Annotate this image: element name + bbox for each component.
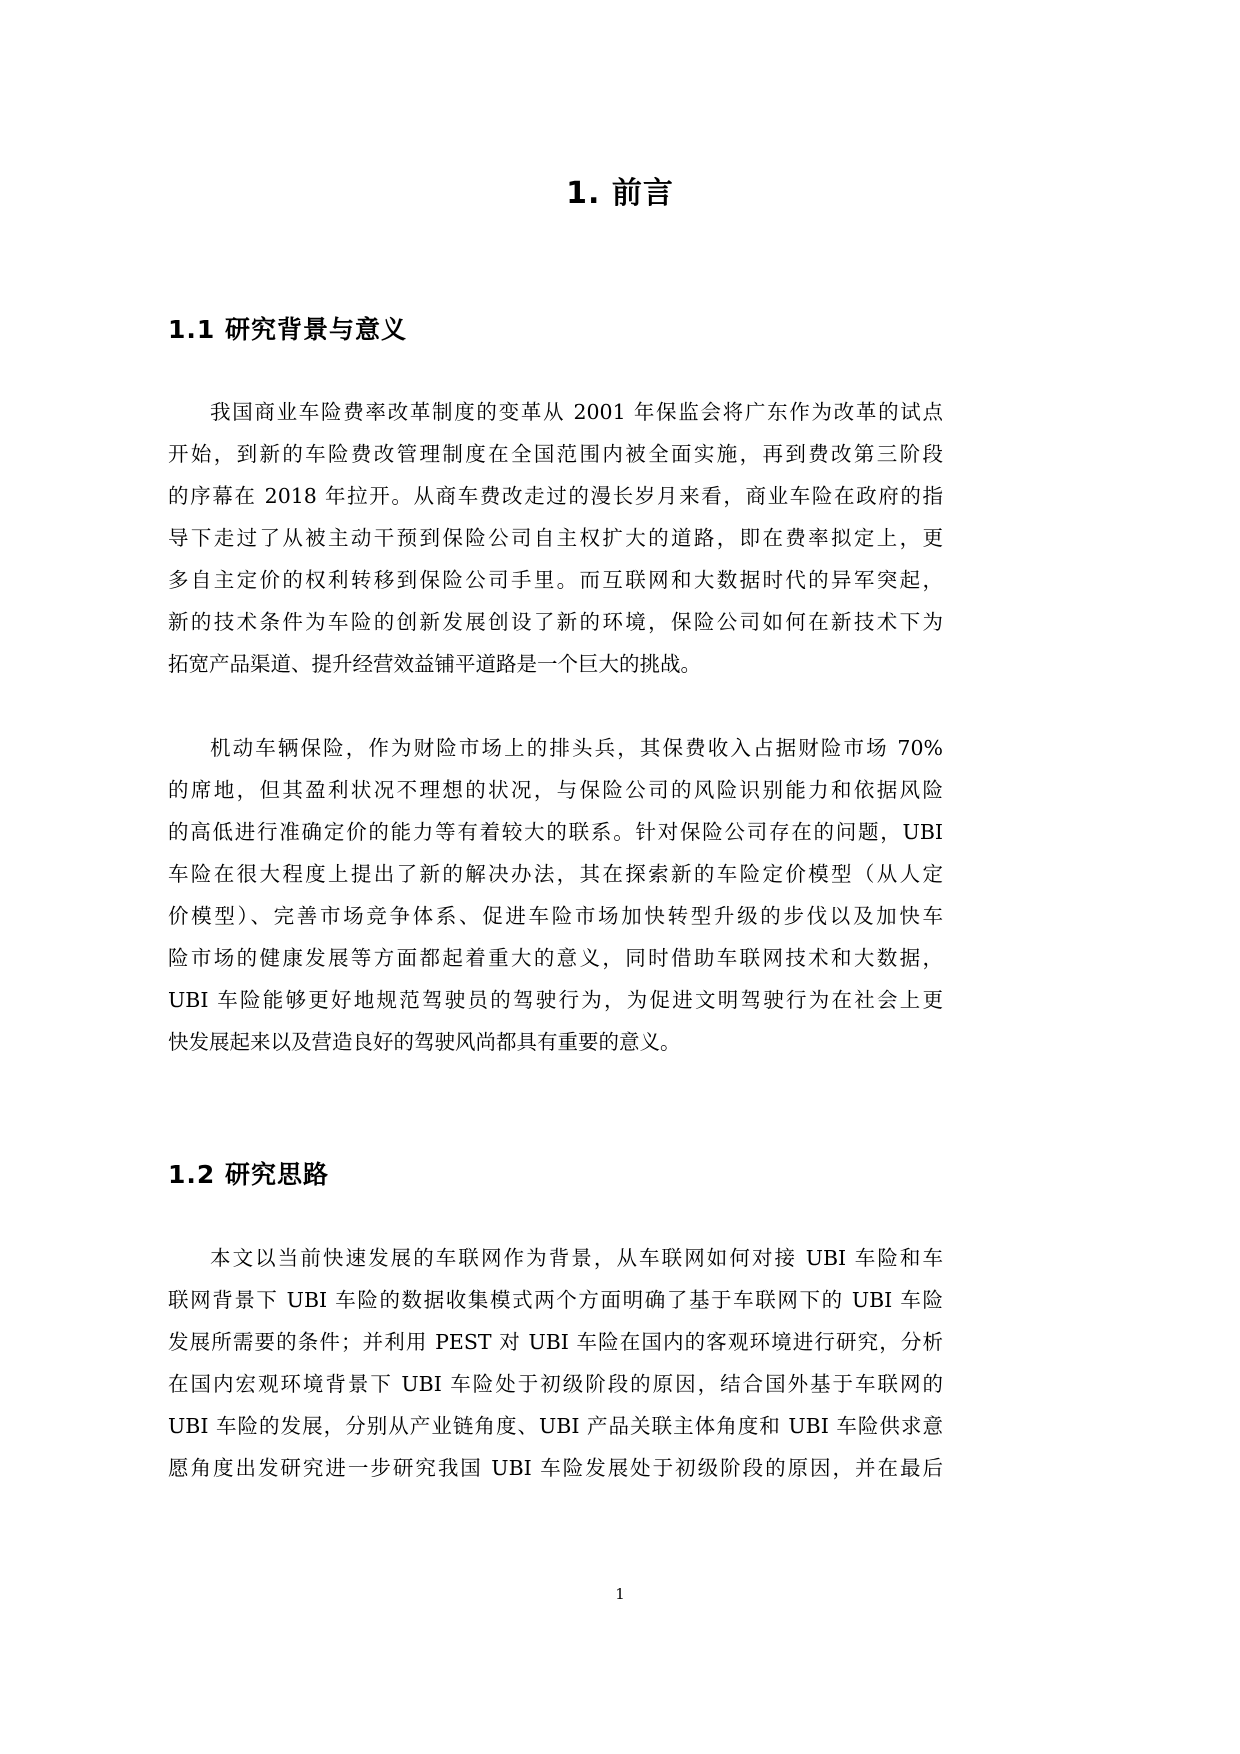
chapter-title: 1. 前言 (566, 176, 674, 211)
paragraph-line: 愿角度出发研究进一步研究我国 UBI 车险发展处于初级阶段的原因，并在最后 (168, 1456, 943, 1480)
paragraph-line: 快发展起来以及营造良好的驾驶风尚都具有重要的意义。 (168, 1030, 681, 1054)
paragraph-line: UBI 车险能够更好地规范驾驶员的驾驶行为，为促进文明驾驶行为在社会上更 (168, 988, 943, 1012)
paragraph-line: 拓宽产品渠道、提升经营效益铺平道路是一个巨大的挑战。 (168, 652, 701, 676)
paragraph-line: 我国商业车险费率改革制度的变革从 2001 年保监会将广东作为改革的试点 (210, 400, 943, 424)
section-heading-research-approach: 1.2 研究思路 (168, 1160, 329, 1189)
paragraph-line: UBI 车险的发展，分别从产业链角度、UBI 产品关联主体角度和 UBI 车险供求意 (168, 1414, 943, 1438)
paragraph-line: 联网背景下 UBI 车险的数据收集模式两个方面明确了基于车联网下的 UBI 车险 (168, 1288, 943, 1312)
paragraph-line: 发展所需要的条件；并利用 PEST 对 UBI 车险在国内的客观环境进行研究，分析 (168, 1330, 943, 1354)
paragraph-line: 新的技术条件为车险的创新发展创设了新的环境，保险公司如何在新技术下为 (168, 610, 943, 634)
paragraph-line: 价模型）、完善市场竞争体系、促进车险市场加快转型升级的步伐以及加快车 (168, 904, 943, 928)
paragraph-line: 机动车辆保险，作为财险市场上的排头兵，其保费收入占据财险市场 70% (210, 736, 943, 760)
paragraph-line: 车险在很大程度上提出了新的解决办法，其在探索新的车险定价模型（从人定 (168, 862, 943, 886)
paragraph-line: 的高低进行准确定价的能力等有着较大的联系。针对保险公司存在的问题，UBI (168, 820, 943, 844)
paragraph-line: 多自主定价的权利转移到保险公司手里。而互联网和大数据时代的异军突起， (168, 568, 943, 592)
paragraph-line: 导下走过了从被主动干预到保险公司自主权扩大的道路，即在费率拟定上，更 (168, 526, 943, 550)
paragraph-line: 本文以当前快速发展的车联网作为背景，从车联网如何对接 UBI 车险和车 (210, 1246, 943, 1270)
paragraph-line: 在国内宏观环境背景下 UBI 车险处于初级阶段的原因，结合国外基于车联网的 (168, 1372, 943, 1396)
paragraph-background-reform (168, 391, 943, 685)
paragraph-motor-insurance-significance (168, 727, 943, 1063)
paragraph-line: 开始，到新的车险费改管理制度在全国范围内被全面实施，再到费改第三阶段 (168, 442, 943, 466)
section-heading-research-background: 1.1 研究背景与意义 (168, 315, 407, 344)
page-number: 1 (615, 1585, 625, 1603)
paragraph-research-approach (168, 1237, 943, 1489)
paragraph-line: 险市场的健康发展等方面都起着重大的意义，同时借助车联网技术和大数据， (168, 946, 943, 970)
paragraph-line: 的席地，但其盈利状况不理想的状况，与保险公司的风险识别能力和依据风险 (168, 778, 943, 802)
paragraph-line: 的序幕在 2018 年拉开。从商车费改走过的漫长岁月来看，商业车险在政府的指 (168, 484, 943, 508)
